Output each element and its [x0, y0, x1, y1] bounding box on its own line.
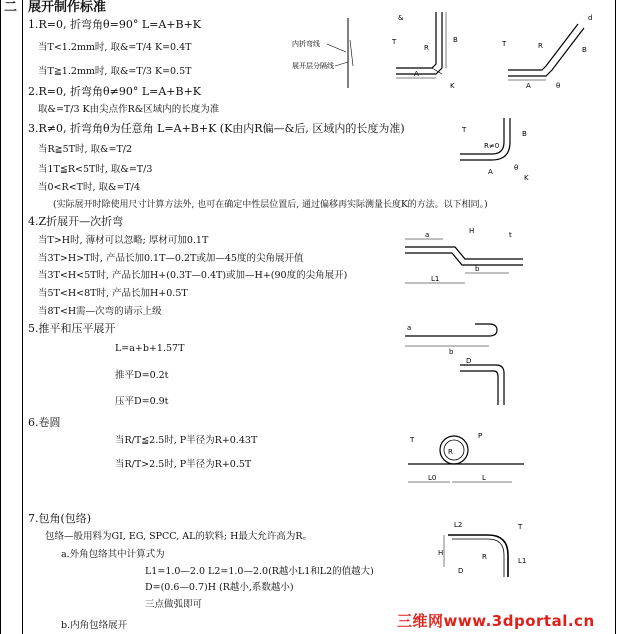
s7-line-6: b.内角包络展开	[61, 620, 128, 631]
s7-line-5: 三点做弧即可	[145, 599, 203, 610]
s7-line-2: a.外角包络其中计算式为	[61, 549, 165, 560]
s2-line-1: 取&=T/3 K由尖点作R&区域内的长度为准	[38, 104, 220, 115]
s3-line-2: 当1T≦R<5T时, 取&=T/3	[38, 164, 153, 175]
s3-note: (实际展开时除使用尺寸计算方法外, 也可在确定中性层位置后, 通过偏移再实际测量长度K的方法。以下相同。)	[53, 200, 488, 210]
svg-text:B: B	[453, 36, 458, 44]
svg-text:H: H	[469, 227, 475, 235]
svg-text:R: R	[538, 42, 543, 50]
svg-text:P: P	[478, 432, 483, 440]
svg-text:B: B	[522, 130, 527, 138]
s5-line-1: L=a+b+1.57T	[115, 343, 185, 354]
s6-heading: 6.卷圆	[28, 416, 61, 429]
diagram-wrap-corner	[438, 515, 528, 595]
s4-line-2: 当3T>H>T时, 产品长加0.1T—0.2T或加—45度的尖角展开值	[38, 253, 304, 264]
svg-text:D: D	[466, 357, 472, 365]
svg-text:a: a	[425, 231, 430, 239]
s7-line-3: L1=1.0—2.0 L2=1.0—2.0(R越小L1和L2的值越大)	[145, 566, 374, 577]
svg-text:T: T	[410, 436, 415, 444]
svg-text:L2: L2	[454, 521, 463, 529]
svg-text:R: R	[424, 44, 429, 52]
svg-text:内折弯线: 内折弯线	[292, 40, 320, 48]
page-title: 展开制作标准	[28, 0, 107, 15]
s7-line-4: D=(0.6—0.7)H (R越小,系数越小)	[145, 582, 294, 593]
s6-line-2: 当R/T>2.5时, P半径为R+0.5T	[115, 459, 252, 470]
diagram-bend-90-zero-radius	[290, 10, 400, 90]
s3-line-1: 当R≧5T时, 取&=T/2	[38, 144, 133, 155]
svg-text:A: A	[414, 70, 419, 78]
svg-text:B: B	[582, 46, 587, 54]
diagram-press-flat	[460, 355, 510, 410]
s4-heading: 4.Z折展开—次折弯	[28, 215, 124, 228]
svg-text:b: b	[449, 348, 454, 356]
svg-text:D: D	[458, 567, 464, 575]
s2-heading: 2.R=0, 折弯角θ≠90° L=A+B+K	[28, 85, 202, 98]
svg-text:T: T	[392, 38, 397, 46]
svg-text:展开层分隔线: 展开层分隔线	[292, 62, 334, 70]
svg-text:b: b	[475, 265, 480, 273]
s1-line-2: 当T≧1.2mm时, 取&=T/3 K=0.5T	[38, 66, 192, 77]
section-number: 二	[4, 0, 18, 15]
svg-text:K: K	[524, 174, 529, 182]
svg-text:R≠0: R≠0	[484, 142, 500, 150]
svg-text:a: a	[407, 324, 412, 332]
s1-line-1: 当T<1.2mm时, 取&=T/4 K=0.4T	[38, 42, 192, 53]
svg-text:R: R	[482, 553, 487, 561]
s6-line-1: 当R/T≦2.5时, P半径为R+0.43T	[115, 435, 258, 446]
svg-text:R: R	[448, 448, 453, 456]
svg-text:H: H	[438, 549, 444, 557]
diagram-bend-angle	[502, 8, 608, 98]
diagram-bend-radius	[460, 118, 540, 188]
s1-heading: 1.R=0, 折弯角θ=90° L=A+B+K	[28, 18, 202, 31]
diagram-z-bend	[405, 225, 525, 290]
s4-line-3: 当3T<H<5T时, 产品长加H+(0.3T—0.4T)或加—H+(90度的尖角展开)	[38, 270, 348, 281]
svg-text:d: d	[588, 14, 593, 22]
s4-line-4: 当5T<H<8T时, 产品长加H+0.5T	[38, 288, 188, 299]
svg-text:L1: L1	[431, 275, 440, 283]
margin-line	[22, 0, 23, 634]
svg-text:θ: θ	[514, 164, 519, 172]
svg-text:L: L	[482, 474, 486, 482]
svg-text:K: K	[450, 82, 455, 90]
svg-text:A: A	[526, 82, 531, 90]
s5-heading: 5.推平和压平展开	[28, 322, 116, 335]
svg-text:t: t	[509, 231, 512, 239]
svg-text:T: T	[502, 40, 507, 48]
diagram-curl	[408, 428, 528, 493]
svg-text:T: T	[462, 126, 467, 134]
s7-heading: 7.包角(包络)	[28, 512, 92, 525]
svg-text:A: A	[488, 168, 493, 176]
s5-line-3: 压平D=0.9t	[115, 396, 169, 407]
s3-heading: 3.R≠0, 折弯角θ为任意角 L=A+B+K (K由内R偏—&后, 区域内的长度为准)	[28, 122, 405, 135]
svg-text:θ: θ	[556, 82, 561, 90]
s4-line-5: 当8T<H需—次弯的请示上级	[38, 306, 162, 317]
s7-line-1: 包络—般用料为GI, EG, SPCC, AL的软料; H最大允许高为R。	[45, 531, 313, 542]
svg-text:L1: L1	[518, 557, 527, 565]
s5-line-2: 推平D=0.2t	[115, 370, 169, 381]
s4-line-1: 当T>H时, 薄材可以忽略; 厚材可加0.1T	[38, 235, 209, 246]
svg-text:L0: L0	[428, 474, 437, 482]
svg-text:&: &	[398, 14, 404, 22]
s3-line-3: 当0<R<T时, 取&=T/4	[38, 182, 140, 193]
svg-text:T: T	[518, 523, 523, 531]
diagram-bend-90	[392, 12, 476, 92]
watermark: 三维网www.3dportal.cn	[397, 612, 595, 630]
